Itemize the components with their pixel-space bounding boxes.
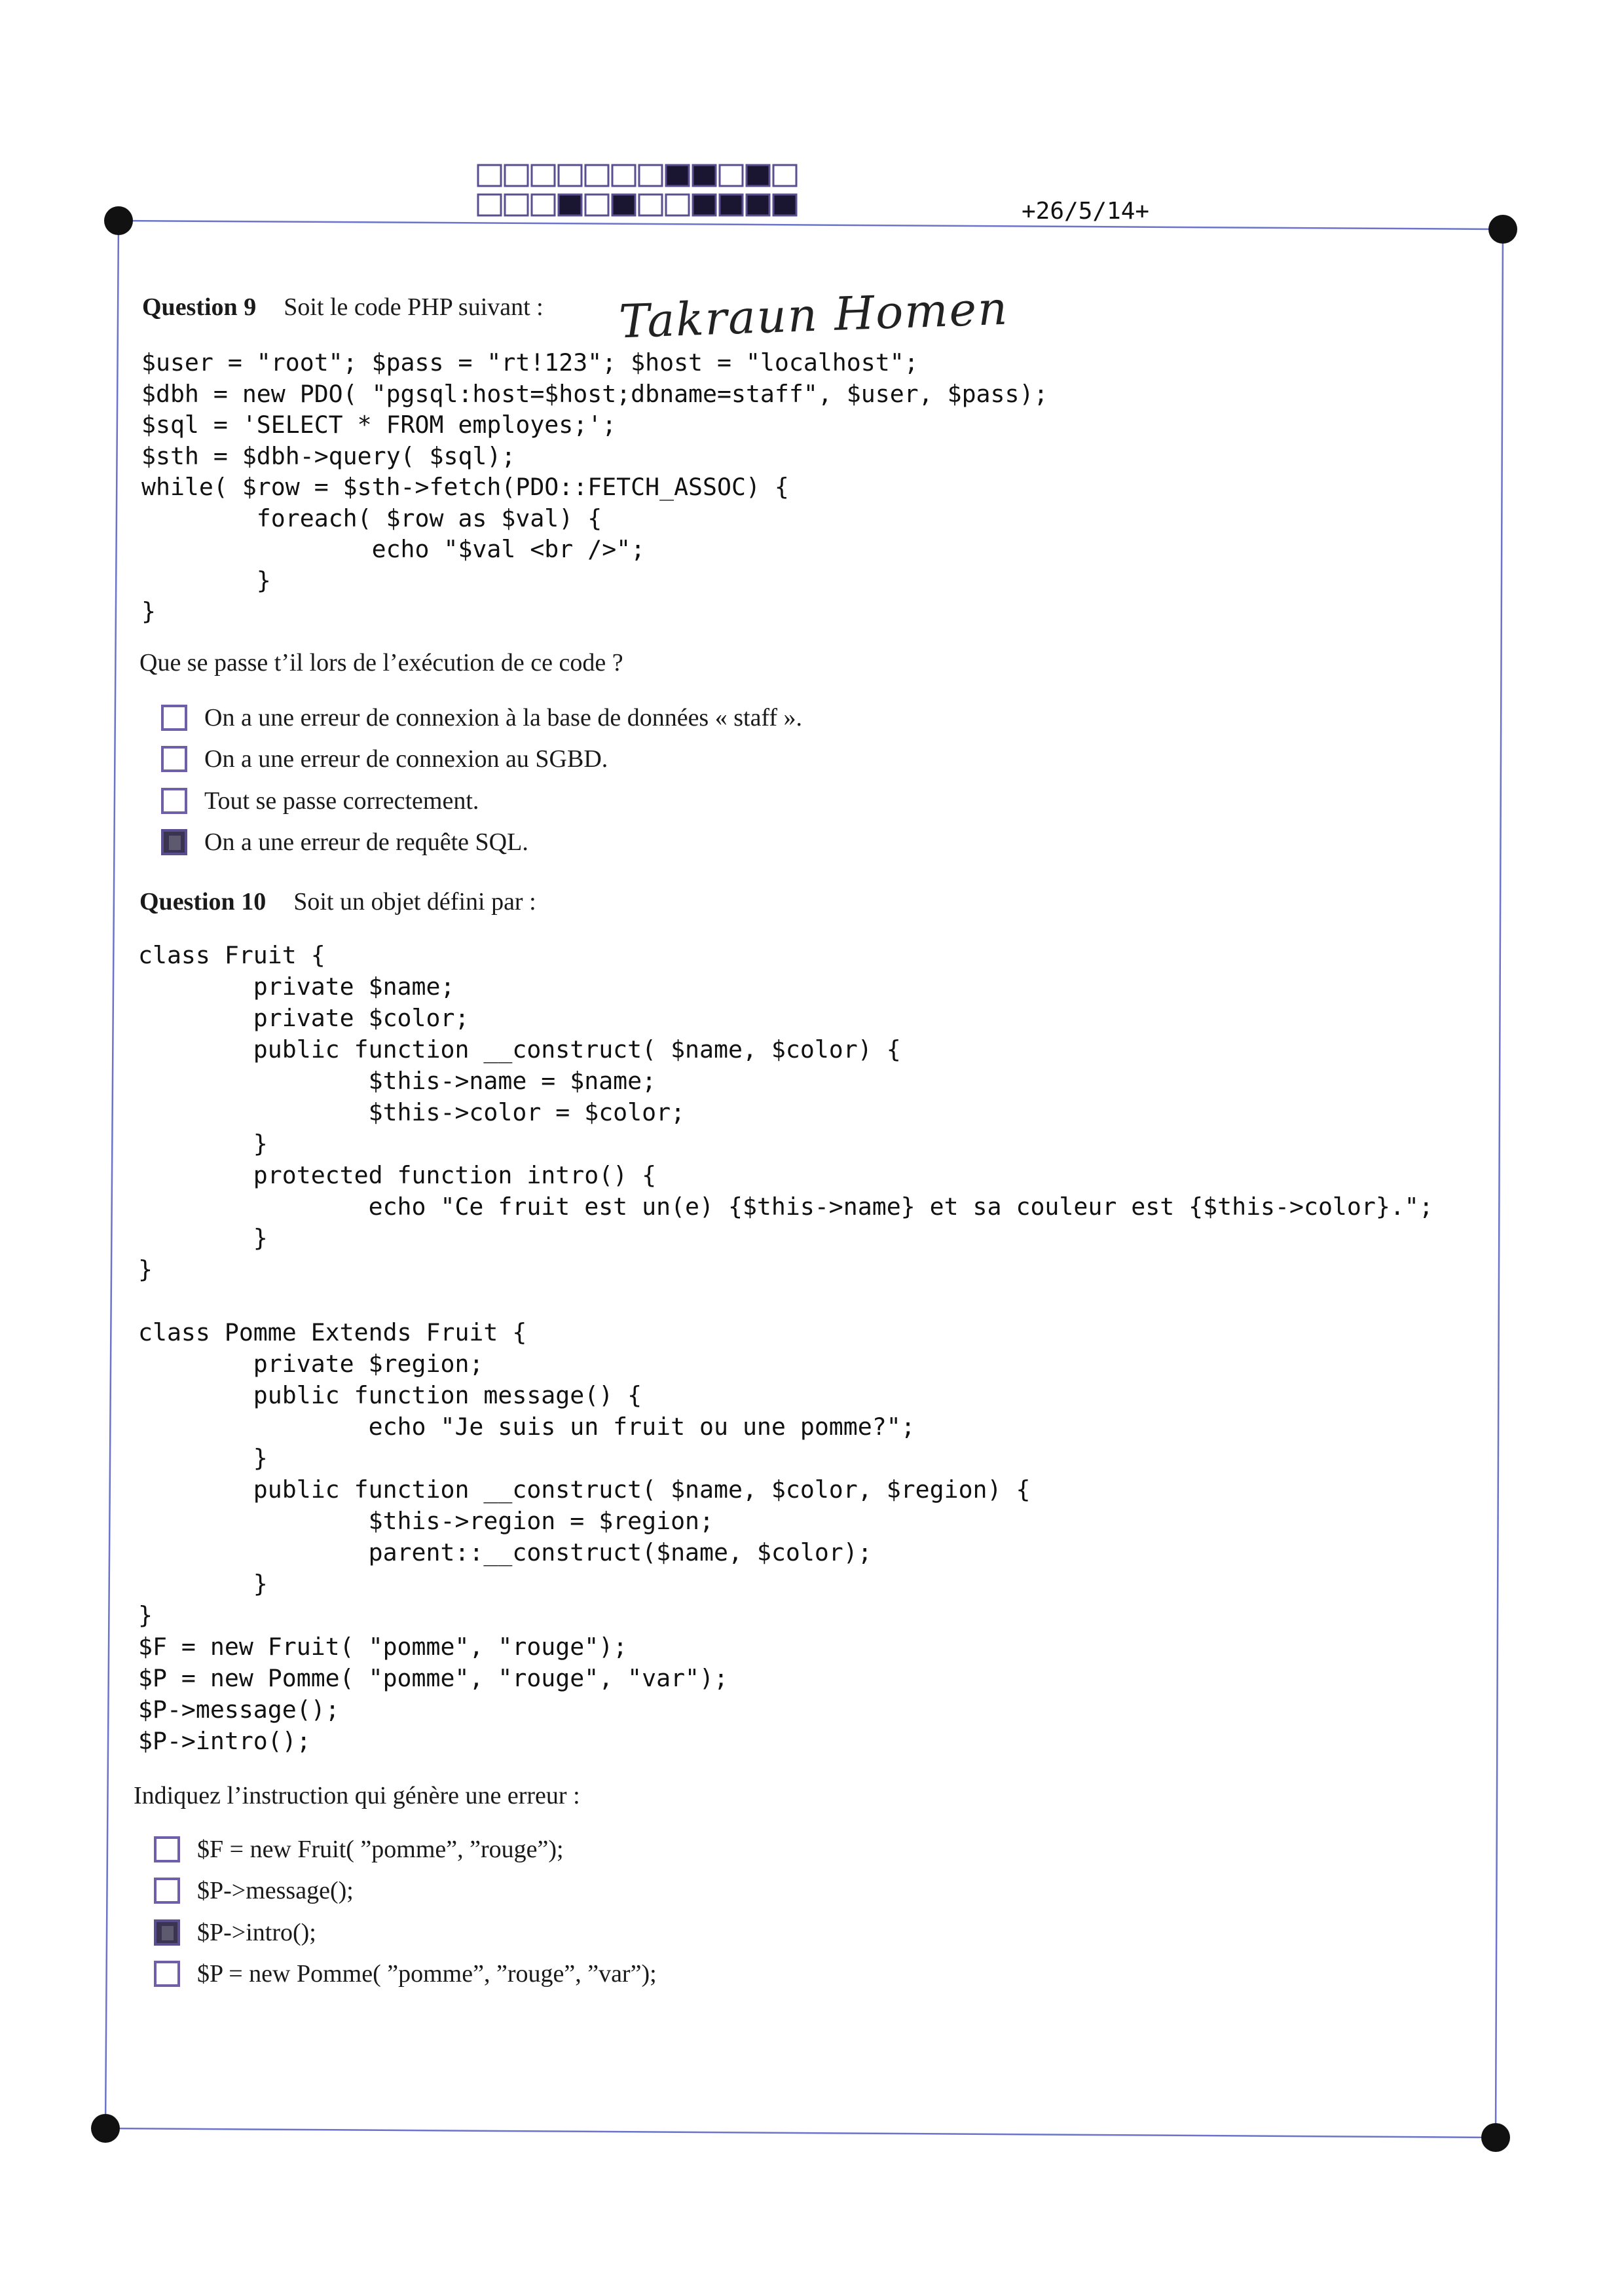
option-label: Tout se passe correctement. (204, 787, 479, 815)
question-10-option-2[interactable] (154, 1870, 657, 1912)
checkbox-icon[interactable] (161, 788, 187, 814)
question-9-prompt: Que se passe t’il lors de l’exécution de ce code ? (139, 649, 623, 676)
registration-mark-top-left (104, 206, 133, 235)
question-9-title (142, 293, 544, 322)
question-9-option-3[interactable] (161, 780, 802, 822)
question-10-option-4[interactable] (154, 1953, 657, 1995)
question-10-option-3[interactable] (154, 1912, 657, 1953)
question-10-title (139, 887, 536, 916)
option-label: $P = new Pomme( ”pomme”, ”rouge”, ”var”); (197, 1960, 657, 1988)
option-label: $P->intro(); (197, 1918, 316, 1946)
option-label: $F = new Fruit( ”pomme”, ”rouge”); (197, 1835, 564, 1863)
question-9-option-1[interactable] (161, 697, 802, 739)
registration-mark-bottom-left (91, 2114, 120, 2143)
checkbox-icon[interactable] (161, 705, 187, 731)
checked-checkbox-icon[interactable] (161, 829, 187, 855)
registration-mark-top-right (1488, 215, 1517, 244)
question-9-option-2[interactable] (161, 739, 802, 781)
question-10-code: class Fruit { private $name; private $color; public function __construct( $name, $color) { $this->name = $name; $this->color = $color; } protected function intro() { echo "Ce fruit est un(e) {$this->name} et sa couleur est {$this->color}."; } } class Pomme Extends Fruit { private $region; public function message() { echo "Je suis un fruit ou une pomme?"; } public function __construct( $name, $color, $region) { $this->region = $region; parent::__construct($name, $color); } } $F = new Fruit( "pomme", "rouge"); $P = new Pomme( "pomme", "rouge", "var"); $P->message(); $P->intro(); (138, 941, 1433, 1755)
option-label: On a une erreur de connexion au SGBD. (204, 745, 608, 773)
handwritten-name: Takraun Homen (618, 281, 1010, 349)
option-label: On a une erreur de requête SQL. (204, 828, 528, 857)
question-9-code: $user = "root"; $pass = "rt!123"; $host = "localhost"; $dbh = new PDO( "pgsql:host=$host;dbname=staff", $user, $pass); $sql = 'SELECT * FROM employes;'; $sth = $dbh->query( $sql); while( $row = $sth->fetch(PDO::FETCH_ASSOC) { foreach( $row as $val) { echo "$val <br />"; } } (141, 348, 1048, 625)
question-9-options (161, 697, 802, 863)
registration-mark-bottom-right (1481, 2123, 1510, 2152)
page-id: +26/5/14+ (1022, 198, 1150, 225)
checkbox-icon[interactable] (154, 1961, 180, 1987)
question-10-prompt: Indiquez l’instruction qui génère une erreur : (134, 1782, 580, 1809)
question-10-intro: Soit un objet défini par : (293, 888, 536, 916)
question-10-label: Question 10 (139, 888, 267, 916)
question-9-label: Question 9 (142, 293, 257, 321)
checkbox-icon[interactable] (154, 1836, 180, 1862)
question-9-intro: Soit le code PHP suivant : (284, 293, 544, 321)
checkbox-icon[interactable] (161, 746, 187, 772)
checked-checkbox-icon[interactable] (154, 1919, 180, 1946)
option-label: On a une erreur de connexion à la base de données « staff ». (204, 703, 803, 731)
question-10-option-1[interactable] (154, 1828, 657, 1870)
checkbox-icon[interactable] (154, 1878, 180, 1904)
barcode (478, 165, 796, 215)
question-9-option-4[interactable] (161, 822, 802, 864)
option-label: $P->message(); (197, 1877, 354, 1905)
question-10-options (154, 1828, 657, 1995)
